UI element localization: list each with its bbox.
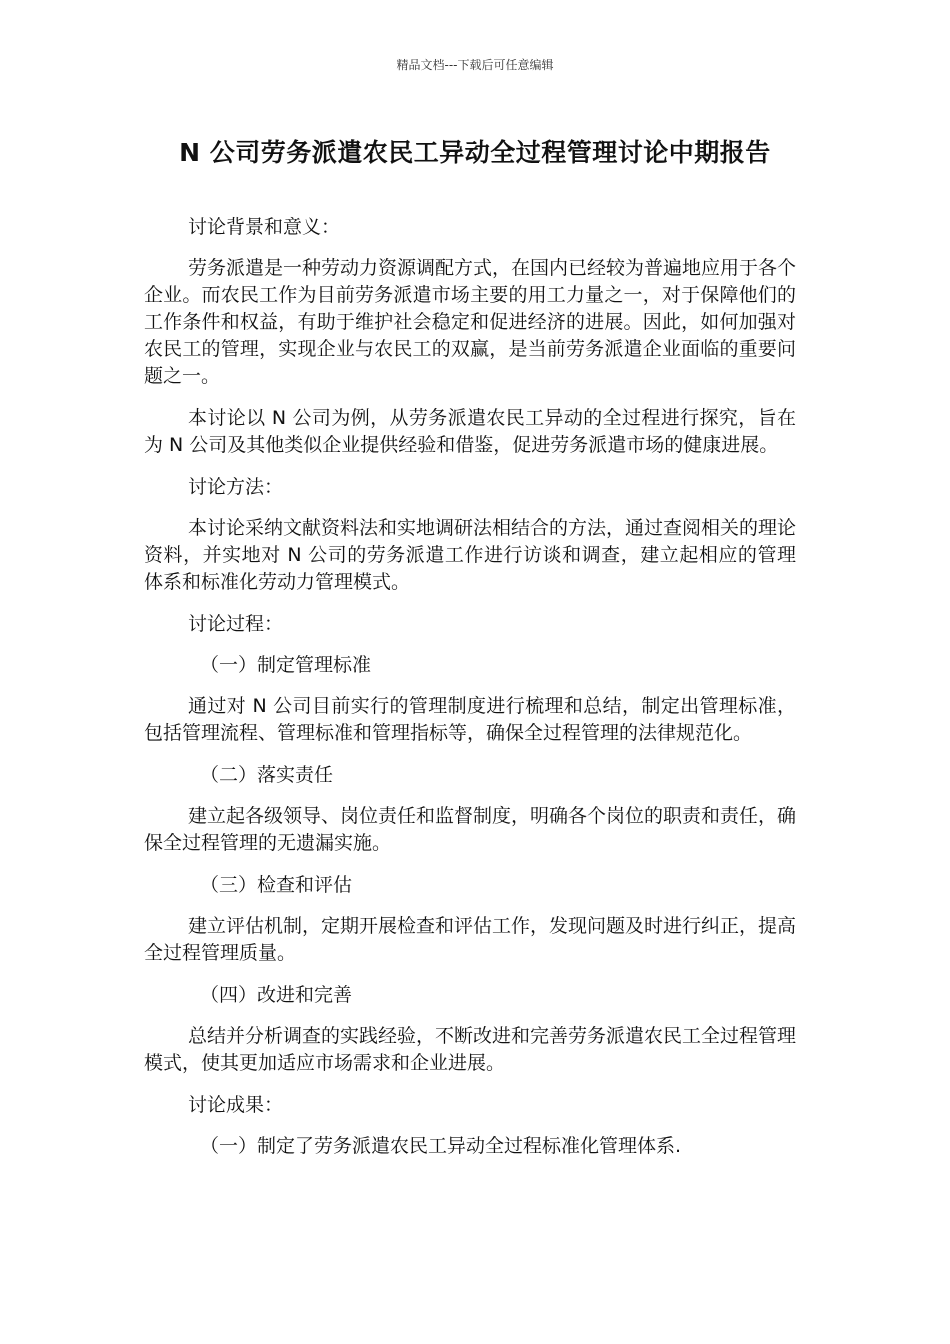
paragraph-responsibility: 建立起各级领导、岗位责任和监督制度，明确各个岗位的职责和责任，确保全过程管理的无遗漏实施。: [144, 805, 797, 854]
paragraph-background: 劳务派遣是一种劳动力资源调配方式，在国内已经较为普遍地应用于各个企业。而农民工作为目前劳务派遣市场主要的用工力量之一，对于保障他们的工作条件和权益，有助于维护社会稳定和促进经济的进展。因此，如何加强对农民工的管理，实现企业与农民工的双赢，是当前劳务派遣企业面临的重要问题之一。: [144, 257, 797, 387]
paragraph-method: 本讨论采纳文献资料法和实地调研法相结合的方法，通过查阅相关的理论资料，并实地对 N 公司的劳务派遣工作进行访谈和调查，建立起相应的管理体系和标准化劳动力管理模式。: [144, 517, 797, 593]
document-body: [144, 214, 796, 1174]
subheading-standards: （一）制定管理标准: [200, 654, 372, 676]
section-heading-method: 讨论方法：: [188, 476, 284, 498]
paragraph-purpose: 本讨论以 N 公司为例，从劳务派遣农民工异动的全过程进行探究，旨在为 N 公司及其他类似企业提供经验和借鉴，促进劳务派遣市场的健康进展。: [144, 407, 796, 456]
subheading-responsibility: （二）落实责任: [200, 764, 334, 786]
header-note: 精品文档---下载后可任意编辑: [396, 58, 554, 72]
paragraph-improvement: 总结并分析调查的实践经验，不断改进和完善劳务派遣农民工全过程管理模式，使其更加适应市场需求和企业进展。: [144, 1025, 797, 1074]
subheading-evaluation: （三）检查和评估: [200, 874, 353, 896]
section-heading-results: 讨论成果：: [188, 1094, 284, 1116]
section-heading-process: 讨论过程：: [188, 613, 284, 635]
subheading-improvement: （四）改进和完善: [200, 984, 353, 1006]
paragraph-evaluation: 建立评估机制，定期开展检查和评估工作，发现问题及时进行纠正，提高全过程管理质量。: [144, 915, 797, 964]
section-heading-background: 讨论背景和意义：: [188, 216, 341, 238]
document-title: N 公司劳务派遣农民工异动全过程管理讨论中期报告: [179, 138, 771, 167]
paragraph-standards: 通过对 N 公司目前实行的管理制度进行梳理和总结，制定出管理标准，包括管理流程、管理标准和管理指标等，确保全过程管理的法律规范化。: [144, 695, 796, 744]
subheading-result-one: （一）制定了劳务派遣农民工异动全过程标准化管理体系.: [200, 1135, 682, 1157]
